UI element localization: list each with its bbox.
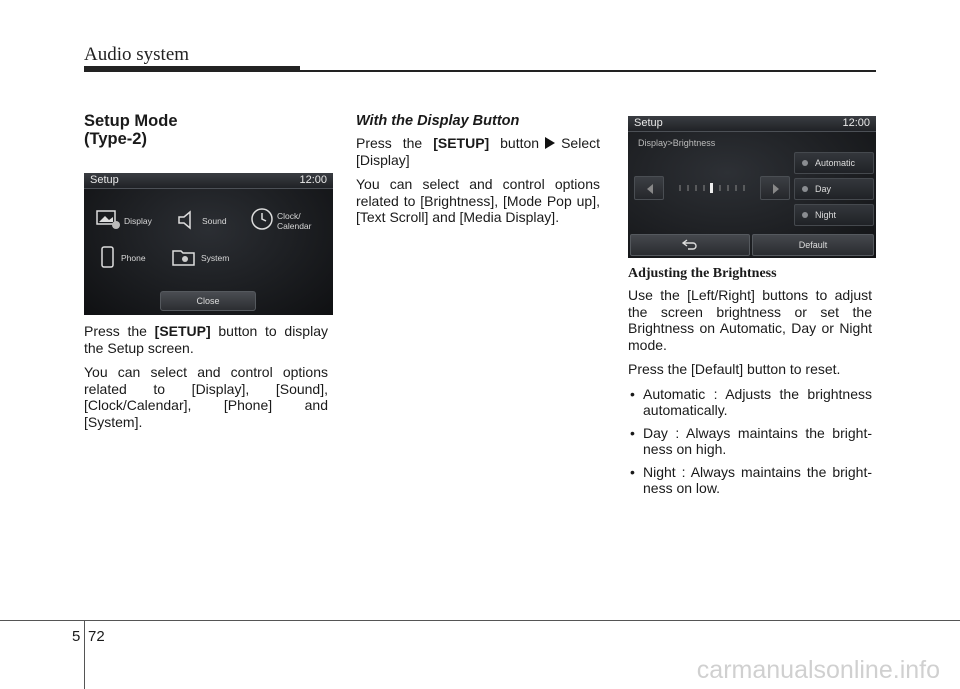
- section-heading: Adjusting the Brightness: [628, 266, 777, 281]
- text: Press the: [84, 323, 155, 339]
- list-item: • Automatic : Adjusts the brightness automatically.: [628, 386, 872, 419]
- option-automatic: [794, 152, 874, 174]
- screen-topbar: [628, 116, 876, 132]
- paragraph: You can select and control options related to [Brightness], [Mode Pop up], [Text Scroll] and [Media Display].: [356, 176, 600, 225]
- text: Press the: [356, 135, 434, 151]
- text: Select [Display]: [356, 135, 600, 168]
- radio-dot-icon: [802, 160, 808, 166]
- chapter-number: 5: [72, 628, 81, 645]
- back-button: [630, 234, 750, 256]
- list-item: • Night : Always maintains the bright-ness on low.: [628, 464, 872, 497]
- breadcrumb: Display>Brightness: [638, 138, 716, 148]
- clock-icon: [250, 207, 274, 231]
- screen-title: Setup: [634, 117, 663, 129]
- watermark: carmanualsonline.info: [696, 656, 940, 684]
- option-label: Automatic: [815, 158, 856, 168]
- text: button: [489, 135, 540, 151]
- header-bar: [84, 66, 300, 72]
- paragraph: [84, 323, 328, 356]
- column-setup-mode: [84, 112, 328, 148]
- screen-topbar: [84, 173, 333, 189]
- page-header-title: Audio system: [84, 44, 190, 65]
- footer-rule: [0, 620, 960, 621]
- section-heading: [84, 112, 328, 148]
- menu-label-phone: Phone: [121, 253, 146, 263]
- menu-label-display: Display: [124, 216, 152, 226]
- chevron-right-icon: [761, 177, 791, 201]
- menu-label-calendar: Calendar: [277, 221, 312, 231]
- close-button: Close: [160, 291, 256, 311]
- display-icon: [96, 209, 122, 231]
- page-number: 72: [88, 628, 105, 645]
- option-label: Day: [815, 184, 832, 194]
- paragraph: Press the [Default] button to reset.: [628, 361, 841, 377]
- default-button: Default: [752, 234, 874, 256]
- list-item: • Day : Always maintains the bright-ness on high.: [628, 425, 872, 458]
- section-heading: With the Display Button: [356, 113, 520, 129]
- folder-gear-icon: [172, 247, 198, 267]
- footer-divider: [84, 620, 85, 689]
- screen-title: Setup: [90, 174, 119, 186]
- column-brightness: [628, 260, 872, 503]
- paragraph: You can select and control options related to [Display], [Sound], [Clock/Calendar], [Phone] and [System].: [84, 364, 328, 430]
- chevron-left-icon: [635, 177, 665, 201]
- header-rule: [300, 70, 876, 72]
- screen-clock: 12:00: [299, 174, 327, 186]
- arrow-right-icon: [545, 137, 555, 149]
- setup-screen-image: [84, 173, 333, 315]
- radio-dot-icon: [802, 186, 808, 192]
- right-button: [760, 176, 790, 200]
- option-night: [794, 204, 874, 226]
- brightness-slider: [634, 176, 790, 200]
- paragraph: Use the [Left/Right] buttons to adjust the screen brightness or set the Brightness on Automatic, Day or Night mode.: [628, 287, 872, 353]
- brightness-ticks: [678, 183, 750, 193]
- menu-label-system: System: [201, 253, 230, 263]
- setup-key: [SETUP]: [433, 135, 490, 151]
- brightness-screen-image: [628, 116, 876, 258]
- radio-dot-icon: [802, 212, 808, 218]
- option-label: Night: [815, 210, 837, 220]
- speaker-icon: [176, 209, 198, 231]
- phone-icon: [100, 245, 116, 269]
- paragraph: [356, 135, 600, 168]
- setup-key: [SETUP]: [154, 323, 211, 339]
- text: button to display the Setup screen.: [84, 323, 328, 356]
- column-setup-mode-text: [84, 323, 328, 438]
- back-arrow-icon: [682, 238, 698, 250]
- left-button: [634, 176, 664, 200]
- bullet-list: [628, 386, 872, 497]
- menu-label-sound: Sound: [202, 216, 227, 226]
- heading-line-1: Setup Mode: [84, 112, 178, 130]
- screen-clock: 12:00: [842, 117, 870, 129]
- heading-line-2: (Type-2): [84, 130, 147, 148]
- option-day: [794, 178, 874, 200]
- column-display-button: [356, 112, 600, 234]
- menu-label-clock: Clock/: [277, 211, 301, 221]
